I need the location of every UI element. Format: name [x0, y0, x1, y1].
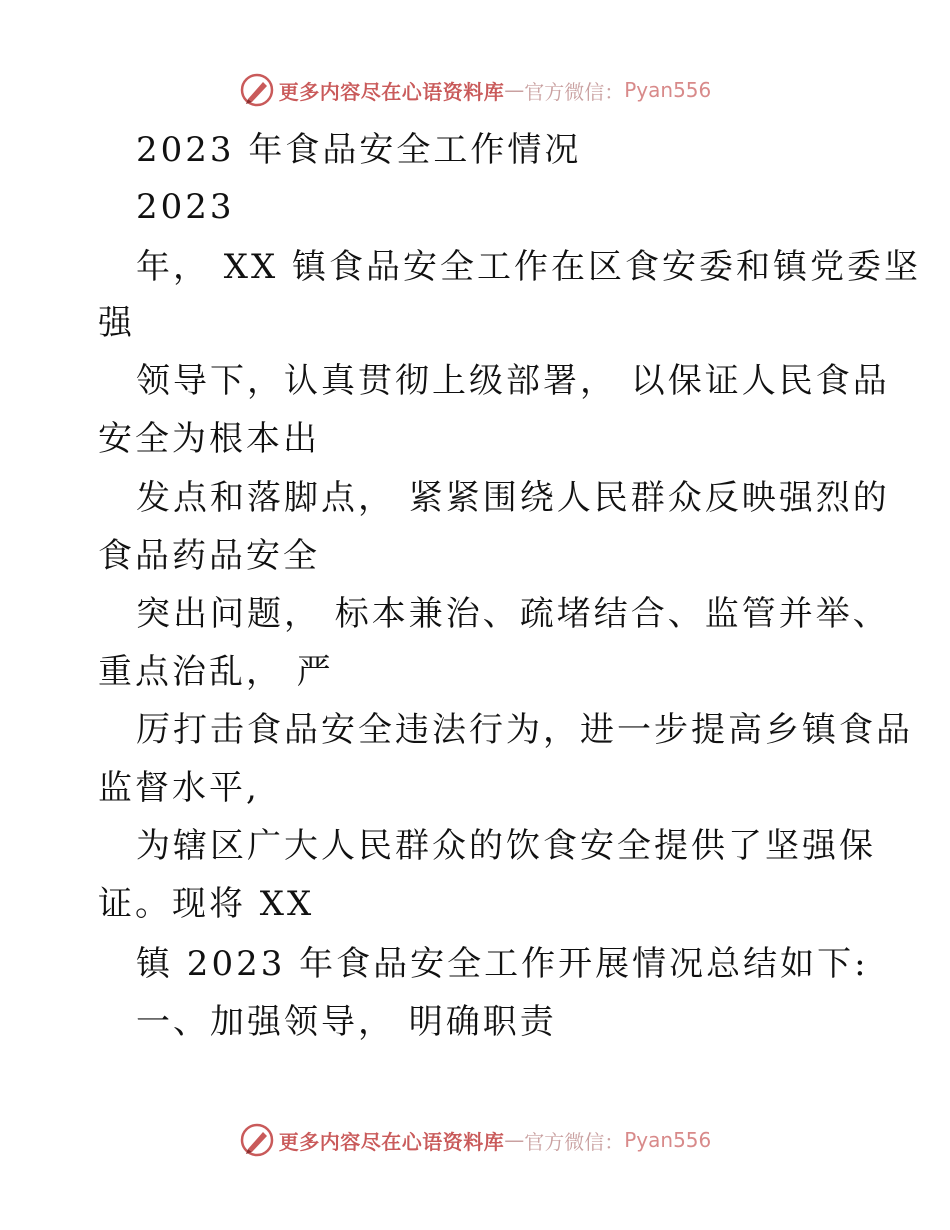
doc-title: 2023 年食品安全工作情况: [136, 130, 582, 170]
doc-line: 安全为根本出: [98, 419, 320, 459]
watermark-wechat-label: 官方微信：: [524, 79, 625, 104]
watermark-wechat-id: Pyan556: [624, 1128, 712, 1152]
doc-heading: 一、加强领导， 明确职责: [136, 1002, 557, 1042]
doc-line: 为辖区广大人民群众的饮食安全提供了坚强保: [136, 826, 876, 866]
watermark-title: 更多内容尽在心语资料库: [278, 79, 505, 104]
pen-logo-icon: [239, 72, 275, 108]
pen-logo-icon: [239, 1122, 275, 1158]
doc-line: 强: [98, 303, 135, 343]
doc-line: 监督水平,: [98, 768, 260, 808]
watermark-wechat-label: 官方微信：: [524, 1129, 625, 1154]
watermark-dash: —: [504, 1128, 525, 1152]
doc-line: 厉打击食品安全违法行为，进一步提高乡镇食品: [136, 710, 913, 750]
watermark-dash: —: [504, 78, 525, 102]
watermark-wechat-id: Pyan556: [624, 78, 712, 102]
watermark-title: 更多内容尽在心语资料库: [278, 1129, 505, 1154]
doc-line: 2023: [136, 187, 235, 227]
doc-line: 领导下，认真贯彻上级部署， 以保证人民食品: [136, 361, 890, 401]
watermark-footer: [0, 1122, 950, 1158]
doc-line: 重点治乱， 严: [98, 652, 334, 692]
watermark-header: [0, 72, 950, 108]
doc-line: 发点和落脚点， 紧紧围绕人民群众反映强烈的: [136, 478, 890, 518]
doc-line: 食品药品安全: [98, 536, 320, 576]
doc-line: 镇 2023 年食品安全工作开展情况总结如下:: [136, 944, 869, 984]
doc-line: 年， XX 镇食品安全工作在区食安委和镇党委坚: [136, 247, 922, 287]
doc-line: 证。现将 XX: [98, 884, 315, 924]
doc-line: 突出问题， 标本兼治、疏堵结合、监管并举、: [136, 594, 890, 634]
